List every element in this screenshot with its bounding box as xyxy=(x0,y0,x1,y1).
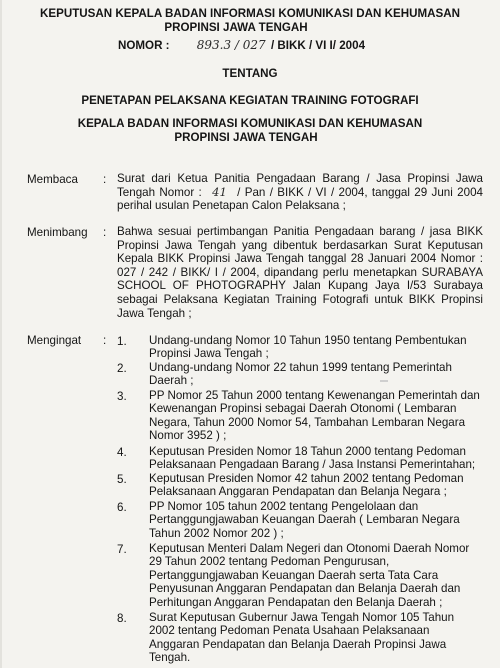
mengingat-label: Mengingat xyxy=(27,334,82,347)
mengingat-item-5-number: 5. xyxy=(117,473,127,486)
mengingat-item-6: PP Nomor 105 tahun 2002 tentang Pengelolaan dan Pertanggungjawaban Keuangan Daerah ( Lembaran Negara Tahun 2002 Nomor 202 ) ; xyxy=(149,500,460,540)
mengingat-item-3: PP Nomor 25 Tahun 2000 tentang Kewenangan Pemerintah dan Kewenangan Propinsi sebagai Daerah Otonomi ( Lembaran Negara, Tahun 2000 Nomor 54, Tambahan Lembaran Negara Nomor 3952 ) ; xyxy=(149,389,480,443)
menimbang-text: Bahwa sesuai pertimbangan Panitia Pengadaan barang / jasa BIKK Propinsi Jawa Tengah yang dibentuk berdasarkan Surat Keputusan Kepala BIKK Propinsi Jawa Tengah tanggal 28 Januari 2004 Nomor : 027 / 242 / BIKK/ I / 2004, dipandang perlu menetapkan SURABAYA SCHOOL OF PHOTOGRAPHY Jalan Kupang Jaya I/53 Surabaya sebagai Pelaksana Kegiatan Training Fotografi untuk BIKK Propinsi Jawa Tengah ; xyxy=(117,225,483,320)
membaca-text xyxy=(117,172,483,213)
scan-edge-shadow xyxy=(0,0,2,668)
decree-title xyxy=(0,7,500,35)
membaca-label: Membaca xyxy=(27,173,78,186)
decree-number xyxy=(118,38,365,52)
mengingat-item-7: Keputusan Menteri Dalam Negeri dan Otonomi Daerah Nomor 29 Tahun 2002 tentang Pedoman Pengurusan, Pertanggungjawaban Keuangan Daerah serta Tata Cara Penyusunan Anggaran Pendapatan dan Belanja Daerah dan Perhitungan Anggaran Pendapatan den Belanja Daerah ; xyxy=(149,542,470,609)
membaca-text-end: / Pan / BIKK / VI / 2004, tanggal 29 Juni 2004 perihal usulan Penetapan Calon Pelaksana ; xyxy=(117,185,483,213)
membaca-text-start: Surat dari Ketua Panitia Pengadaan Barang / Jasa Propinsi Jawa Tengah Nomor : xyxy=(117,172,483,199)
mengingat-item-1-number: 1. xyxy=(117,335,127,348)
mengingat-item-2: Undang-undang Nomor 22 tahun 1999 tentang Pemerintah Daerah ; xyxy=(149,361,452,388)
membaca-handwritten-number: 41 xyxy=(212,184,227,199)
menimbang-label: Menimbang xyxy=(27,226,88,239)
mengingat-item-4-number: 4. xyxy=(117,446,127,459)
mengingat-item-2-number: 2. xyxy=(117,362,127,375)
authority-heading-line-1: KEPALA BADAN INFORMASI KOMUNIKASI DAN KEHUMASAN xyxy=(77,117,423,130)
membaca-colon: : xyxy=(103,173,107,186)
mengingat-item-6-number: 6. xyxy=(117,501,127,514)
mengingat-item-1: Undang-undang Nomor 10 Tahun 1950 tentang Pembentukan Propinsi Jawa Tengah ; xyxy=(149,334,467,361)
subject-heading: PENETAPAN PELAKSANA KEGIATAN TRAINING FOTOGRAFI xyxy=(81,94,419,107)
tentang-heading: TENTANG xyxy=(222,67,278,80)
decree-number-suffix: / BIKK / VI I/ 2004 xyxy=(270,39,366,52)
mengingat-item-7-number: 7. xyxy=(117,543,127,556)
scan-artifact xyxy=(380,380,388,382)
decree-number-label: NOMOR : xyxy=(118,39,170,52)
mengingat-item-8-number: 8. xyxy=(117,612,127,625)
mengingat-item-3-number: 3. xyxy=(117,390,127,403)
mengingat-colon: : xyxy=(103,334,107,347)
decree-number-handwritten: 893.3 / 027 xyxy=(196,38,266,52)
menimbang-colon: : xyxy=(103,226,107,239)
authority-heading xyxy=(0,117,500,145)
authority-heading-line-2: PROPINSI JAWA TENGAH xyxy=(174,131,318,144)
mengingat-item-5: Keputusan Presiden Nomor 42 tahun 2002 tentang Pedoman Pelaksanaan Anggaran Pendapatan dan Belanja Negara ; xyxy=(149,472,464,499)
mengingat-item-8: Surat Keputusan Gubernur Jawa Tengah Nomor 105 Tahun 2002 tentang Pedoman Penata Usahaan Pelaksanaan Anggaran Pendapatan dan Belanja Daerah Propinsi Jawa Tengah. xyxy=(149,611,455,665)
decree-title-line-2: PROPINSI JAWA TENGAH xyxy=(164,21,308,34)
decree-title-line-1: KEPUTUSAN KEPALA BADAN INFORMASI KOMUNIKASI DAN KEHUMASAN xyxy=(40,7,460,20)
mengingat-item-4: Keputusan Presiden Nomor 18 Tahun 2000 tentang Pedoman Pelaksanaan Pengadaan Barang / Jasa Instansi Pemerintahan; xyxy=(149,445,476,472)
